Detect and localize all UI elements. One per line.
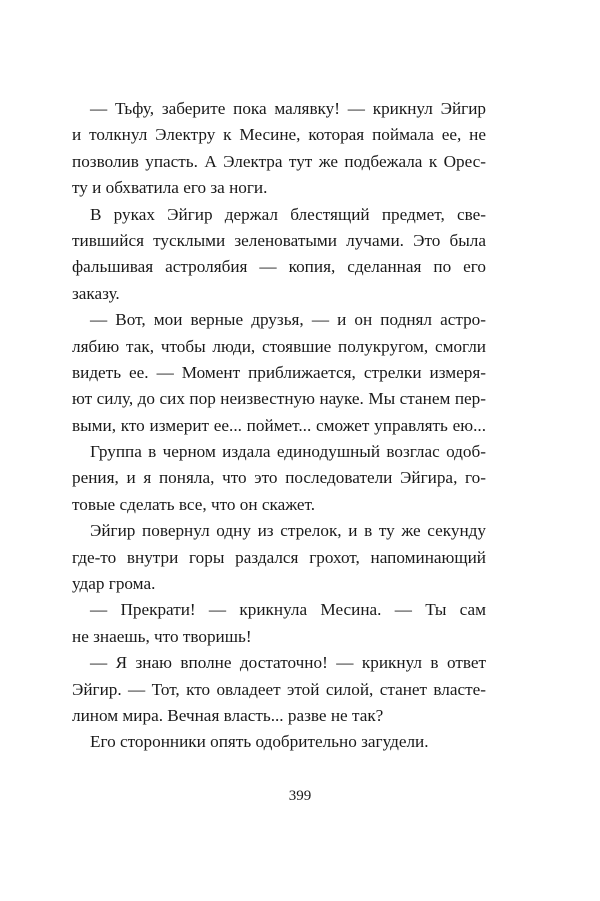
text-line: выми, кто измерит ее... поймет... сможет управлять ею... — [72, 415, 486, 435]
page-number: 399 — [288, 788, 312, 804]
text-line: тившийся тусклыми зеленоватыми лучами. Это была — [72, 230, 486, 250]
text-line: лином мира. Вечная власть... разве не так? — [72, 705, 384, 725]
text-line: фальшивая астролябия — копия, сделанная по его — [72, 257, 486, 277]
text-line: В руках Эйгир держал блестящий предмет, све- — [90, 204, 486, 224]
text-line: удар грома. — [72, 574, 156, 594]
text-line: — Я знаю вполне достаточно! — крикнул в ответ — [90, 653, 486, 673]
text-line: — Тьфу, заберите пока малявку! — крикнул Эйгир — [90, 99, 486, 118]
text-line: заказу. — [72, 283, 120, 303]
text-line: где-то внутри горы раздался грохот, напоминающий — [72, 547, 486, 567]
text-line: — Вот, мои верные друзья, — и он поднял астро- — [90, 310, 486, 330]
text-line: ту и обхватила его за ноги. — [72, 178, 268, 198]
text-line: Группа в черном издала единодушный возглас одоб- — [90, 442, 486, 462]
text-line: позволив упасть. А Электра тут же подбежала к Орес- — [72, 151, 486, 171]
text-line: видеть ее. — Момент приближается, стрелки измеря- — [72, 362, 486, 382]
text-line: Эйгир повернул одну из стрелок, и в ту же секунду — [90, 521, 486, 541]
text-line: и толкнул Электру к Месине, которая поймала ее, не — [72, 125, 486, 145]
text-line: товые сделать все, что он скажет. — [72, 494, 315, 514]
text-line: — Прекрати! — крикнула Месина. — Ты сам — [90, 600, 486, 620]
text-line: Его сторонники опять одобрительно загудели. — [90, 732, 429, 752]
text-line: не знаешь, что творишь! — [72, 626, 252, 646]
text-line: рения, и я поняла, что это последователи Эйгира, го- — [72, 468, 486, 488]
text-line: лябию так, чтобы люди, стоявшие полукругом, смогли — [72, 336, 486, 356]
book-page-text — [72, 96, 486, 756]
text-line: Эйгир. — Тот, кто овладеет этой силой, станет власте- — [72, 679, 486, 699]
text-line: ют силу, до сих пор неизвестную науке. Мы станем пер- — [72, 389, 486, 409]
